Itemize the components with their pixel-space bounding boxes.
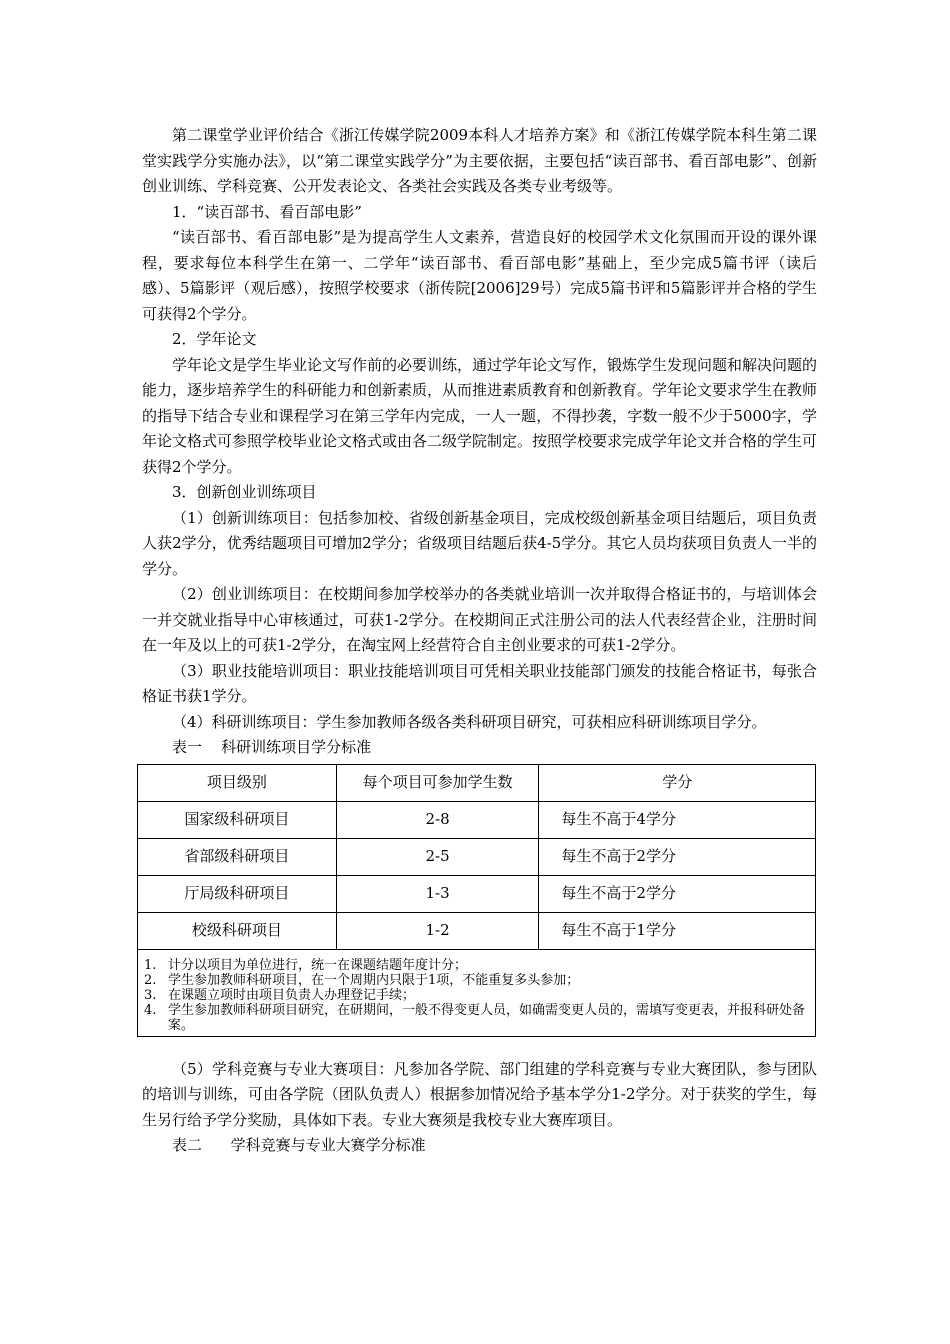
row-credits: 每生不高于2学分	[539, 838, 816, 875]
table-row	[138, 838, 816, 875]
row-students: 2-8	[336, 801, 539, 838]
note-number: 3.	[144, 987, 157, 1003]
table-note	[144, 973, 809, 988]
table-2-caption: 表二 学科竞赛与专业大赛学分标准	[172, 1136, 426, 1154]
table-notes-row	[138, 949, 816, 1036]
entrepreneurship-training-item: （2）创业训练项目：在校期间参加学校举办的各类就业培训一次并取得合格证书的，与培训体会一并交就业指导中心审核通过，可获1-2学分。在校期间正式注册公司的法人代表经营企业，注册时间在一年及以上的可获1-2学分，在淘宝网上经营符合自主创业要求的可获1-2学分。	[142, 585, 817, 654]
table-header-row	[138, 764, 816, 801]
intro-paragraph: 第二课堂学业评价结合《浙江传媒学院2009本科人才培养方案》和《浙江传媒学院本科生第二课堂实践学分实施办法》，以“第二课堂实践学分”为主要依据，主要包括“读百部书、看百部电影”、创新创业训练、学科竞赛、公开发表论文、各类社会实践及各类专业考级等。	[142, 126, 817, 195]
table-note	[144, 958, 809, 973]
table-note	[144, 988, 809, 1003]
vocational-skill-item: （3）职业技能培训项目：职业技能培训项目可凭相关职业技能部门颁发的技能合格证书，每张合格证书获1学分。	[142, 661, 817, 705]
note-number: 2.	[144, 972, 157, 988]
research-training-item: （4）科研训练项目：学生参加教师各级各类科研项目研究，可获相应科研训练项目学分。	[172, 712, 767, 731]
row-level: 校级科研项目	[138, 912, 337, 949]
note-text: 学生参加教师科研项目研究，在研期间，一般不得变更人员，如确需变更人员的，需填写变更表，并报科研处备案。	[168, 1002, 806, 1033]
table-row	[138, 912, 816, 949]
section-3-heading: 3．创新创业训练项目	[172, 483, 317, 501]
research-credit-table	[137, 764, 816, 1037]
row-credits: 每生不高于1学分	[539, 912, 816, 949]
row-students: 1-2	[336, 912, 539, 949]
row-credits: 每生不高于2学分	[539, 875, 816, 912]
row-credits: 每生不高于4学分	[539, 801, 816, 838]
section-2-body: 学年论文是学生毕业论文写作前的必要训练，通过学年论文写作，锻炼学生发现问题和解决问题的能力，逐步培养学生的科研能力和创新素质，从而推进素质教育和创新教育。学年论文要求学生在教师的指导下结合专业和课程学习在第三学年内完成，一人一题，不得抄袭，字数一般不少于5000字，学年论文格式可参照学校毕业论文格式或由各二级学院制定。按照学校要求完成学年论文并合格的学生可获得2个学分。	[142, 355, 818, 476]
section-2-heading: 2．学年论文	[172, 330, 257, 348]
note-text: 计分以项目为单位进行，统一在课题结题年度计分；	[168, 957, 468, 973]
row-students: 2-5	[336, 838, 539, 875]
row-level: 厅局级科研项目	[138, 875, 337, 912]
document-body	[142, 123, 817, 1159]
competition-item: （5）学科竞赛与专业大赛项目：凡参加各学院、部门组建的学科竞赛与专业大赛团队，参与团队的培训与训练，可由各学院（团队负责人）根据参加情况给予基本学分1-2学分。对于获奖的学生，每生另行给予学分奖励，具体如下表。专业大赛须是我校专业大赛库项目。	[142, 1059, 817, 1129]
section-1-heading: 1．“读百部书、看百部电影”	[172, 202, 362, 221]
note-number: 1.	[144, 957, 157, 973]
table-notes	[138, 949, 816, 1036]
table-1-caption: 表一 科研训练项目学分标准	[172, 738, 372, 756]
table-row	[138, 875, 816, 912]
note-number: 4.	[144, 1002, 157, 1018]
header-students: 每个项目可参加学生数	[336, 764, 539, 801]
innovation-training-item: （1）创新训练项目：包括参加校、省级创新基金项目，完成校级创新基金项目结题后，项目负责人获2学分，优秀结题项目可增加2学分；省级项目结题后获4-5学分。其它人员均获项目负责人一半的学分。	[142, 508, 817, 578]
header-credits: 学分	[539, 764, 816, 801]
section-1-body: “读百部书、看百部电影”是为提高学生人文素养，营造良好的校园学术文化氛围而开设的课外课程，要求每位本科学生在第一、二学年“读百部书、看百部电影”基础上，至少完成5篇书评（读后感）、5篇影评（观后感），按照学校要求（浙传院[2006]29号）完成5篇书评和5篇影评并合格的学生可获得2个学分。	[142, 228, 817, 323]
row-level: 国家级科研项目	[138, 801, 337, 838]
row-students: 1-3	[336, 875, 539, 912]
header-level: 项目级别	[138, 764, 337, 801]
table-note	[144, 1003, 809, 1033]
note-text: 在课题立项时由项目负责人办理登记手续；	[168, 987, 416, 1003]
note-text: 学生参加教师科研项目，在一个周期内只限于1项，不能重复多头参加；	[168, 972, 580, 988]
table-row	[138, 801, 816, 838]
row-level: 省部级科研项目	[138, 838, 337, 875]
